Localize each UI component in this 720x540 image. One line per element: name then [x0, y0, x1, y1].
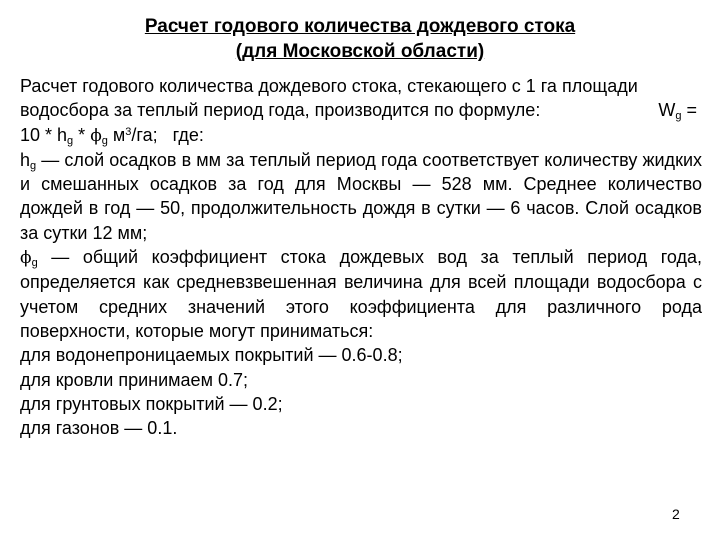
- hg-definition-text: — слой осадков в мм за теплый период года соответствует количеству жидких и смешанных осадков за год для Москвы — 528 мм. Среднее количество дождей в год — 50, продолжительность дождя в сутки — 6 часов. Слой осадков за сутки 12 мм;: [20, 149, 702, 243]
- coefficient-item: для водонепроницаемых покрытий — 0.6-0.8;: [20, 345, 403, 366]
- coefficient-item: для газонов — 0.1.: [20, 418, 178, 439]
- coefficient-item: для кровли принимаем 0.7;: [20, 369, 248, 390]
- title-line-1: Расчет годового количества дождевого стока: [144, 16, 576, 37]
- formula: $W_g = 10 * h_g * \phi_g$ $м^3/га$; где:: [20, 100, 697, 147]
- slide-body: [20, 74, 702, 440]
- title-line-2: (для Московской области): [235, 41, 485, 62]
- intro-text: Расчет годового количества дождевого стока, стекающего с 1 га площади водосбора за теплый период года, производится по формуле:: [20, 76, 638, 121]
- phig-definition-text: — общий коэффициент стока дождевых вод за теплый период года, определяется как средневзвешенная величина для всей площади водосбора с учетом средних значений этого коэффициента для различного рода поверхности, которые могут приниматься:: [20, 247, 702, 341]
- coefficient-item: для грунтовых покрытий — 0.2;: [20, 393, 283, 414]
- page-number: 2: [672, 506, 680, 522]
- slide-title: [0, 14, 720, 64]
- phi-symbol: ϕ: [20, 248, 32, 269]
- phi-symbol: ϕ: [90, 125, 102, 146]
- phig-definition: $\phi_g$ — общий коэффициент стока дождевых вод за теплый период года, определяется как средневзвешенная величина для всей площади водосбора с учетом средних значений этого коэффициента для различного рода поверхности, которые могут приниматься:: [20, 247, 702, 341]
- intro-paragraph: [20, 74, 702, 148]
- hg-definition: $h_g$ — слой осадков в мм за теплый период года соответствует количеству жидких и смешанных осадков за год для Москвы — 528 мм. Среднее количество дождей в год — 50, продолжительность дождя в сутки — 6 часов. Слой осадков за сутки 12 мм;: [20, 149, 702, 243]
- formula-where: где:: [172, 124, 204, 145]
